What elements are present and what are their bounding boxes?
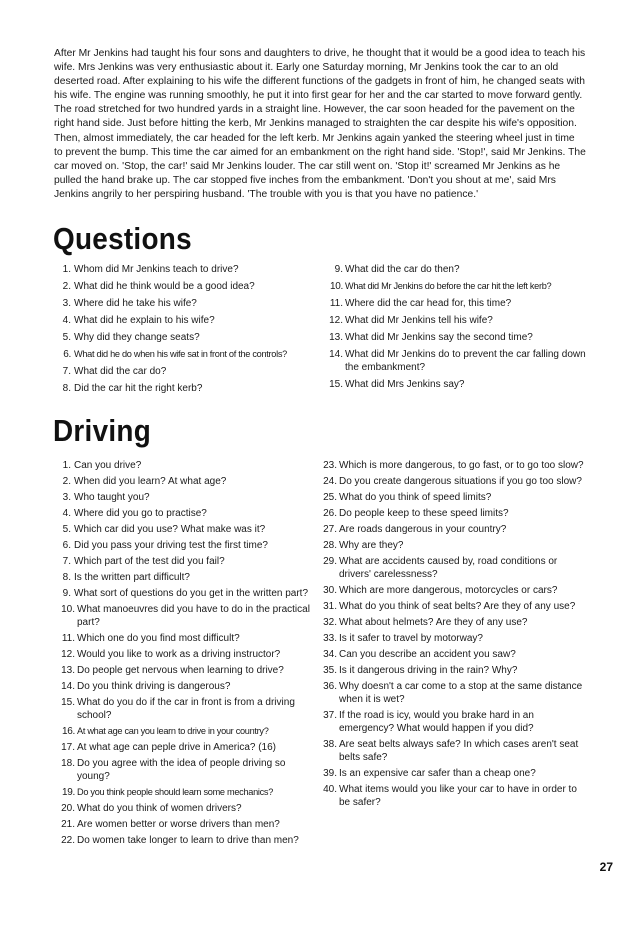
- question-number: 12.: [329, 315, 343, 326]
- question-text: Why are they?: [339, 540, 404, 551]
- question-item: [320, 523, 588, 536]
- question-item: [320, 555, 588, 581]
- question-item: [320, 632, 588, 645]
- question-number: 3.: [62, 492, 71, 503]
- question-number: 14.: [61, 681, 75, 692]
- question-number: 3.: [62, 298, 71, 309]
- question-text: Would you like to work as a driving instructor?: [77, 649, 281, 660]
- question-number: 11.: [61, 633, 75, 644]
- question-number: 14.: [329, 349, 343, 360]
- question-text: Is it safer to travel by motorway?: [339, 633, 483, 644]
- question-item: [320, 475, 588, 488]
- question-text: Did the car hit the right kerb?: [74, 383, 203, 394]
- question-item: [58, 632, 320, 645]
- question-item: [58, 587, 320, 600]
- question-item: [58, 664, 320, 677]
- question-number: 6.: [62, 540, 71, 551]
- question-item: [320, 584, 588, 597]
- question-number: 13.: [61, 665, 75, 676]
- question-item: [320, 767, 588, 780]
- question-text: Which car did you use? What make was it?: [74, 524, 266, 535]
- question-text: Do you agree with the idea of people driving so young?: [77, 758, 286, 782]
- question-number: 6.: [63, 349, 71, 360]
- question-number: 39.: [323, 768, 337, 779]
- question-number: 34.: [323, 649, 337, 660]
- question-text: What sort of questions do you get in the written part?: [74, 588, 309, 599]
- question-number: 23.: [323, 460, 337, 471]
- question-item: [320, 459, 588, 472]
- question-number: 22.: [61, 835, 75, 846]
- question-text: What did he do when his wife sat in front of the controls?: [74, 349, 287, 359]
- question-number: 37.: [323, 710, 337, 721]
- question-number: 24.: [323, 476, 337, 487]
- question-text: Why did they change seats?: [74, 332, 200, 343]
- question-text: Who taught you?: [74, 492, 150, 503]
- question-text: What did Mr Jenkins do to prevent the car falling down the embankment?: [345, 349, 586, 373]
- question-number: 38.: [323, 739, 337, 750]
- question-item: [58, 818, 320, 831]
- question-item: [58, 741, 320, 754]
- question-number: 19.: [61, 787, 75, 798]
- question-text: Whom did Mr Jenkins teach to drive?: [74, 264, 239, 275]
- question-item: [58, 280, 320, 297]
- question-text: What items would you like your car to have in order to be safer?: [339, 784, 577, 808]
- question-number: 30.: [323, 585, 337, 596]
- question-number: 15.: [329, 379, 343, 390]
- question-text: Why doesn't a car come to a stop at the same distance when it is wet?: [339, 681, 583, 705]
- question-item: [58, 475, 320, 488]
- question-item: [58, 696, 320, 722]
- question-item: [58, 348, 320, 365]
- question-number: 27.: [323, 524, 337, 535]
- question-item: [58, 571, 320, 584]
- question-number: 13.: [329, 332, 343, 343]
- question-text: Where did he take his wife?: [74, 298, 197, 309]
- question-text: Do people keep to these speed limits?: [339, 508, 509, 519]
- question-item: [58, 314, 320, 331]
- driving-questions-left: [58, 459, 320, 850]
- question-item: [58, 834, 320, 847]
- question-number: 7.: [62, 556, 71, 567]
- question-text: At what age can peple drive in America? (16): [77, 742, 276, 753]
- question-number: 2.: [62, 476, 71, 487]
- question-number: 8.: [62, 383, 71, 394]
- question-item: [58, 786, 320, 799]
- question-text: Did you pass your driving test the first time?: [74, 540, 268, 551]
- question-text: What do you do if the car in front is from a driving school?: [77, 697, 295, 721]
- question-number: 35.: [323, 665, 337, 676]
- question-item: [58, 459, 320, 472]
- question-number: 21.: [61, 819, 75, 830]
- question-text: What manoeuvres did you have to do in the practical part?: [77, 604, 310, 628]
- question-item: [326, 297, 588, 314]
- question-text: Do people get nervous when learning to drive?: [77, 665, 284, 676]
- question-number: 33.: [323, 633, 337, 644]
- question-item: [58, 757, 320, 783]
- question-item: [320, 491, 588, 504]
- question-item: [320, 539, 588, 552]
- question-text: Do you create dangerous situations if you go too slow?: [339, 476, 582, 487]
- question-item: [326, 263, 588, 280]
- question-text: What did the car do then?: [345, 264, 460, 275]
- question-text: Is an expensive car safer than a cheap one?: [339, 768, 536, 779]
- question-number: 10.: [61, 604, 75, 615]
- question-item: [58, 382, 320, 399]
- question-text: Which is more dangerous, to go fast, or to go too slow?: [339, 460, 584, 471]
- question-item: [58, 603, 320, 629]
- question-number: 7.: [62, 366, 71, 377]
- questions-list-left: [58, 263, 320, 399]
- question-number: 20.: [61, 803, 75, 814]
- question-number: 40.: [323, 784, 337, 795]
- question-number: 17.: [61, 742, 75, 753]
- question-text: What do you think of seat belts? Are they of any use?: [339, 601, 576, 612]
- question-number: 9.: [334, 264, 343, 275]
- question-item: [58, 802, 320, 815]
- question-item: [58, 491, 320, 504]
- question-text: What did Mr Jenkins say the second time?: [345, 332, 533, 343]
- question-number: 5.: [62, 524, 71, 535]
- question-item: [320, 783, 588, 809]
- question-text: Can you describe an accident you saw?: [339, 649, 516, 660]
- question-text: Is the written part difficult?: [74, 572, 190, 583]
- question-item: [320, 616, 588, 629]
- question-item: [326, 280, 588, 297]
- question-text: What did the car do?: [74, 366, 167, 377]
- question-item: [58, 263, 320, 280]
- question-number: 12.: [61, 649, 75, 660]
- question-number: 15.: [61, 697, 75, 708]
- question-text: When did you learn? At what age?: [74, 476, 227, 487]
- story-paragraph: After Mr Jenkins had taught his four sons and daughters to drive, he thought that it would be a good idea to teach his wife. Mrs Jenkins was very enthusiastic about it. Early one Saturday morning, Mr Jenkins took the car to an old deserted road. After explaining to his wife the different functions of the gadgets in front of him, he changed seats with his wife. The engine was running smoothly, he put it into first gear for her and the car started to move forward gently. The road stretched for two hundred yards in a straight line. However, the car soon headed for the pavement on the right hand side. Just before hitting the kerb, Mr Jenkins managed to straighten the car despite his wife's opposition. Then, almost immediately, the car headed for the left kerb. Mr Jenkins again yanked the steering wheel just in time to prevent the bump. This time the car aimed for an embankment on the right hand side. 'Stop!', said Mr Jenkins. The car moved on. 'Stop, the car!' said Mr Jenkins louder. The car still went on. 'Stop it!' screamed Mr Jenkins as he pulled the hand brake up. The car stopped five inches from the embankment. 'Don't you shout at me', said Mrs Jenkins angrily to her perspiring husband. 'The trouble with you is that you have no patience.': [54, 48, 586, 200]
- question-item: [58, 555, 320, 568]
- question-text: Which one do you find most difficult?: [77, 633, 240, 644]
- question-text: What did Mrs Jenkins say?: [345, 379, 465, 390]
- question-text: Where did you go to practise?: [74, 508, 207, 519]
- question-text: Where did the car head for, this time?: [345, 298, 512, 309]
- question-text: What are accidents caused by, road conditions or drivers' carelessness?: [339, 556, 558, 580]
- question-item: [58, 648, 320, 661]
- question-text: What about helmets? Are they of any use?: [339, 617, 528, 628]
- question-text: What did Mr Jenkins do before the car hit the left kerb?: [345, 281, 552, 291]
- page-number: 27: [599, 860, 613, 874]
- question-item: [326, 378, 588, 395]
- question-item: [320, 648, 588, 661]
- question-number: 2.: [62, 281, 71, 292]
- question-item: [58, 523, 320, 536]
- question-number: 4.: [62, 315, 71, 326]
- question-item: [58, 680, 320, 693]
- question-text: Are roads dangerous in your country?: [339, 524, 507, 535]
- question-text: Are women better or worse drivers than men?: [77, 819, 280, 830]
- question-text: Do women take longer to learn to drive than men?: [77, 835, 299, 846]
- question-number: 16.: [61, 726, 75, 737]
- question-text: If the road is icy, would you brake hard in an emergency? What would happen if you did?: [339, 710, 534, 734]
- question-number: 32.: [323, 617, 337, 628]
- question-text: Are seat belts always safe? In which cases aren't seat belts safe?: [339, 739, 579, 763]
- question-number: 10.: [329, 281, 343, 292]
- question-item: [320, 738, 588, 764]
- question-item: [320, 507, 588, 520]
- question-text: What did Mr Jenkins tell his wife?: [345, 315, 493, 326]
- questions-list-right: [326, 263, 588, 395]
- question-text: At what age can you learn to drive in your country?: [77, 726, 269, 736]
- question-number: 4.: [62, 508, 71, 519]
- question-number: 18.: [61, 758, 75, 769]
- question-item: [326, 314, 588, 331]
- question-item: [58, 507, 320, 520]
- question-number: 5.: [62, 332, 71, 343]
- question-number: 28.: [323, 540, 337, 551]
- question-number: 9.: [62, 588, 71, 599]
- question-text: What do you think of speed limits?: [339, 492, 492, 503]
- question-text: What did he think would be a good idea?: [74, 281, 255, 292]
- question-text: Is it dangerous driving in the rain? Why?: [339, 665, 518, 676]
- question-number: 1.: [62, 460, 71, 471]
- questions-heading: Questions: [53, 221, 192, 256]
- question-text: Do you think people should learn some mechanics?: [77, 787, 274, 797]
- question-item: [320, 664, 588, 677]
- question-item: [58, 297, 320, 314]
- question-text: Which part of the test did you fail?: [74, 556, 225, 567]
- question-text: Which are more dangerous, motorcycles or cars?: [339, 585, 558, 596]
- question-number: 8.: [62, 572, 71, 583]
- question-number: 11.: [329, 298, 343, 309]
- question-text: What did he explain to his wife?: [74, 315, 215, 326]
- driving-questions-right: [320, 459, 588, 812]
- question-text: Do you think driving is dangerous?: [77, 681, 231, 692]
- question-item: [320, 709, 588, 735]
- question-number: 26.: [323, 508, 337, 519]
- question-number: 29.: [323, 556, 337, 567]
- question-item: [58, 539, 320, 552]
- question-text: What do you think of women drivers?: [77, 803, 242, 814]
- question-item: [326, 331, 588, 348]
- question-item: [58, 365, 320, 382]
- question-item: [58, 331, 320, 348]
- question-number: 1.: [62, 264, 71, 275]
- question-number: 25.: [323, 492, 337, 503]
- question-item: [58, 725, 320, 738]
- question-text: Can you drive?: [74, 460, 142, 471]
- question-item: [320, 600, 588, 613]
- question-number: 36.: [323, 681, 337, 692]
- question-number: 31.: [323, 601, 337, 612]
- driving-heading: Driving: [53, 413, 152, 448]
- question-item: [320, 680, 588, 706]
- question-item: [326, 348, 588, 374]
